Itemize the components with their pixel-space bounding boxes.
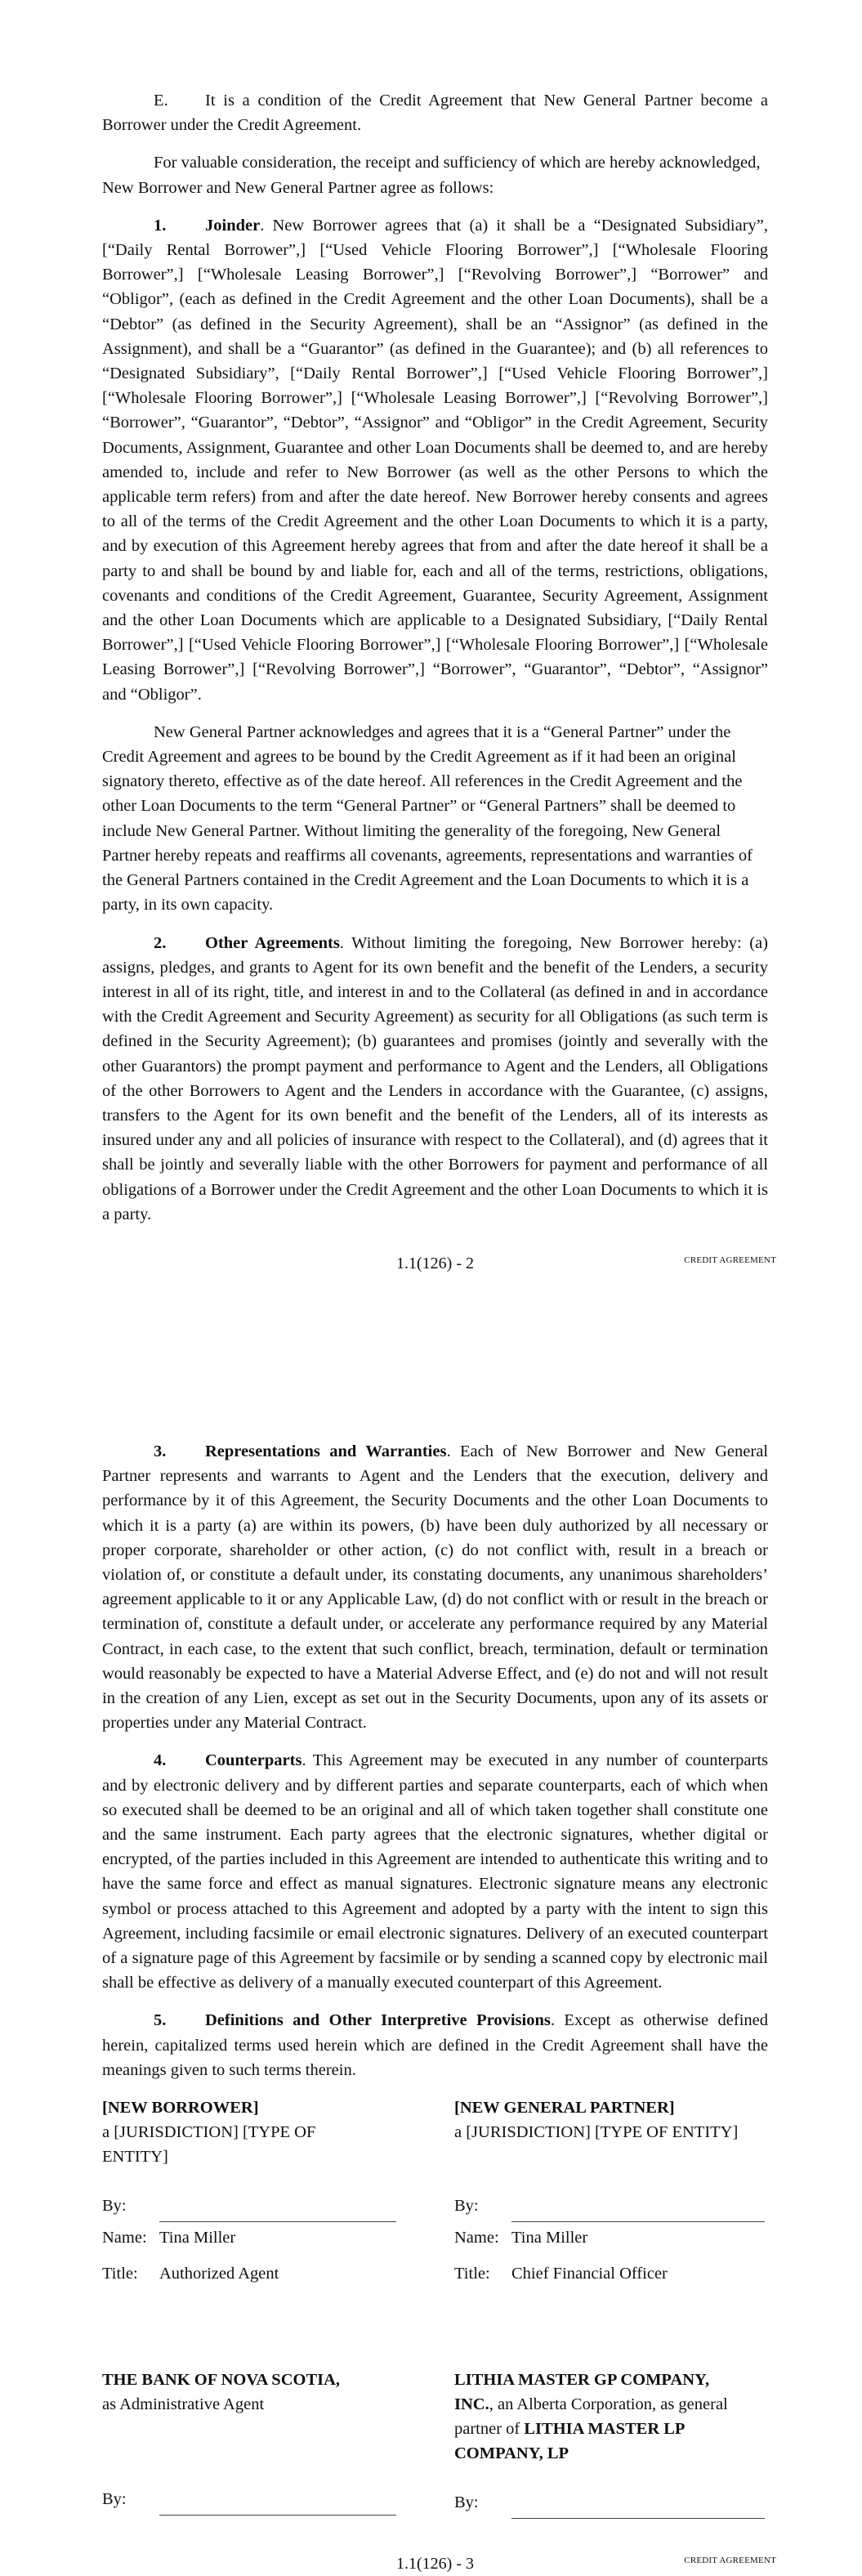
section-heading: Joinder <box>205 216 261 235</box>
section-number: 5. <box>154 2011 167 2030</box>
page-footer <box>102 2551 776 2576</box>
name-label: Name: <box>454 2229 499 2247</box>
signature-line[interactable] <box>159 2515 396 2516</box>
recital-e <box>102 88 768 137</box>
section-number: 1. <box>154 216 167 235</box>
party-name: [NEW GENERAL PARTNER] <box>454 2099 675 2118</box>
recital-text: It is a condition of the Credit Agreement that New General Partner become a Borrower under the Credit Agreement. <box>102 92 768 135</box>
section-heading: Representations and Warranties <box>205 1442 447 1460</box>
party-name: LITHIA MASTER GP COMPANY, INC. <box>454 2371 710 2414</box>
section-counterparts <box>102 1748 768 1995</box>
signer-title: Chief Financial Officer <box>511 2265 668 2283</box>
party-description: , an Alberta Corporation, as general partner of <box>454 2395 728 2439</box>
by-label: By: <box>454 2493 479 2512</box>
signer-name: Tina Miller <box>159 2229 236 2247</box>
spacer <box>102 2286 768 2368</box>
section-heading: Counterparts <box>205 1751 302 1770</box>
page-number: 1.1(126) - 2 <box>396 1254 474 1272</box>
section-text: . This Agreement may be executed in any number of counterparts and by electronic delivery and by different parties and separate counterparts, each of which when so executed shall be deemed to be an original and all of which taken together shall constitute one and the same instrument. Each party agrees that the electronic signatures, whether digital or encrypted, of the parties included in this Agreement are intended to authenticate this writing and to have the same force and effect as manual signatures. Electronic signature means any electronic symbol or process attached to this Agreement and adopted by a party with the intent to sign this Agreement, including facsimile or email electronic signatures. Delivery of an executed counterpart of a signature page of this Agreement by facsimile or by sending a scanned copy by electronic mail shall be effective as delivery of a manually executed counterpart of this Agreement. <box>102 1751 768 1992</box>
party-description: a [JURISDICTION] [TYPE OF ENTITY] <box>102 2123 316 2167</box>
party-name: [NEW BORROWER] <box>102 2099 259 2118</box>
signature-lithia <box>454 2368 768 2519</box>
signature-bank <box>102 2368 454 2519</box>
signature-line[interactable] <box>511 2518 765 2519</box>
footer-tag: CREDIT AGREEMENT <box>684 2556 776 2566</box>
section-number: 3. <box>154 1442 167 1460</box>
section-number: 4. <box>154 1751 167 1770</box>
section-text: . Except as otherwise defined herein, capitalized terms used herein which are defined in the Credit Agreement shall have the meanings given to such terms therein. <box>102 2011 768 2079</box>
section-heading: Definitions and Other Interpretive Provisions <box>205 2011 551 2030</box>
page-1 <box>102 0 776 1276</box>
section-heading: Other Agreements <box>205 933 340 952</box>
title-label: Title: <box>454 2265 490 2283</box>
title-label: Title: <box>102 2265 138 2283</box>
signer-name: Tina Miller <box>511 2229 588 2247</box>
section-definitions <box>102 2008 768 2082</box>
signature-new-general-partner <box>454 2095 768 2286</box>
by-label: By: <box>102 2490 127 2509</box>
party-description: as Administrative Agent <box>102 2395 265 2414</box>
signature-new-borrower <box>102 2095 454 2286</box>
section-text: . Each of New Borrower and New General Partner represents and warrants to Agent and the Lenders that the execution, delivery and performance by it of this Agreement, the Security Documents and the other Loan Documents to which it is a party (a) are within its powers, (b) have been duly authorized by all necessary or proper corporate, shareholder or other action, (c) do not conflict with, result in a breach or violation of, or constitute a default under, its constating documents, any unanimous shareholders’ agreement applicable to it or any Applicable Law, (d) do not conflict with or result in the breach or termination of, constitute a default under, or accelerate any performance required by any Material Contract, in each case, to the extent that such conflict, breach, termination, default or termination would reasonably be expected to have a Material Adverse Effect, and (e) do not and will not result in the creation of any Lien, except as set out in the Security Documents, upon any of its assets or properties under any Material Contract. <box>102 1442 768 1733</box>
section-representations <box>102 1439 768 1735</box>
section-text: . New Borrower agrees that (a) it shall be a “Designated Subsidiary”, [“Daily Rental Borrower”,] [“Used Vehicle Flooring Borrower”,] [“Wholesale Flooring Borrower”,] [“Wholesale Leasing Borrower”,] [“Revolving Borrower”,] “Borrower” and “Obligor”, (each as defined in the Credit Agreement and the other Loan Documents), shall be a “Debtor” (as defined in the Security Agreement), shall be an “Assignor” (as defined in the Assignment), and shall be a “Guarantor” (as defined in the Guarantee); and (b) all references to “Designated Subsidiary”, [“Daily Rental Borrower”,] [“Used Vehicle Flooring Borrower”,] [“Wholesale Flooring Borrower”,] [“Wholesale Leasing Borrower”,] [“Revolving Borrower”,] “Borrower”, “Guarantor”, “Debtor”, “Assignor” and “Obligor” in the Credit Agreement, Security Documents, Assignment, Guarantee and other Loan Documents shall be deemed to, and are hereby amended to, include and refer to New Borrower (as well as the other Persons to which the applicable term refers) from and after the date hereof. New Borrower hereby consents and agrees to all of the terms of the Credit Agreement and the other Loan Documents to which it is a party, and by execution of this Agreement hereby agrees that from and after the date hereof it shall be a party to and shall be bound by and liable for, each and all of the terms, restrictions, obligations, covenants and conditions of the Credit Agreement, Guarantee, Security Agreement, Assignment and the other Loan Documents which are applicable to a Designated Subsidiary, [“Daily Rental Borrower”,] [“Used Vehicle Flooring Borrower”,] [“Wholesale Flooring Borrower”,] [“Wholesale Leasing Borrower”,] [“Revolving Borrower”,] “Borrower”, “Guarantor”, “Debtor”, “Assignor” and “Obligor”. <box>102 216 768 704</box>
page-2 <box>102 1439 776 2576</box>
party-name: THE BANK OF NOVA SCOTIA, <box>102 2371 341 2390</box>
name-label: Name: <box>102 2229 147 2247</box>
footer-tag: CREDIT AGREEMENT <box>684 1254 776 1265</box>
page-footer <box>102 1251 776 1276</box>
signature-line[interactable] <box>511 2221 765 2222</box>
section-other-agreements <box>102 931 768 1227</box>
signature-blocks <box>102 2095 768 2519</box>
party-description: a [JURISDICTION] [TYPE OF ENTITY] <box>454 2123 739 2142</box>
general-partner-text: New General Partner acknowledges and agrees that it is a “General Partner” under the Credit Agreement and agrees to be bound by the Credit Agreement as if it had been an original signatory thereto, effective as of the date hereof. All references in the Credit Agreement and the other Loan Documents to the term “General Partner” or “General Partners” shall be deemed to include New General Partner. Without limiting the generality of the foregoing, New General Partner hereby repeats and reaffirms all covenants, agreements, representations and warranties of the General Partners contained in the Credit Agreement and the Loan Documents to which it is a party, in its own capacity. <box>102 722 753 915</box>
page-number: 1.1(126) - 3 <box>396 2555 474 2574</box>
signature-line[interactable] <box>159 2221 396 2222</box>
by-label: By: <box>454 2197 479 2216</box>
section-number: 2. <box>154 933 167 952</box>
consideration-text: For valuable consideration, the receipt and sufficiency of which are hereby acknowledged, New Borrower and New General Partner agree as follows: <box>102 154 761 197</box>
recital-label: E. <box>154 92 168 110</box>
section-text: . Without limiting the foregoing, New Borrower hereby: (a) assigns, pledges, and grants to Agent for its own benefit and the benefit of the Lenders, a security interest in all of its right, title, and interest in and to the Collateral (as defined in and in accordance with the Credit Agreement and Security Agreement) as security for all Obligations (as such term is defined in the Security Agreement); (b) guarantees and promises (jointly and severally with the other Guarantors) the prompt payment and performance to Agent and the Lenders, all Obligations of the other Borrowers to Agent and the Lenders in accordance with the Guarantee, (c) assigns, transfers to the Agent for its own benefit and the benefit of the Lenders, all of its interests as insured under any and all policies of insurance with respect to the Collateral), and (d) agrees that it shall be jointly and severally liable with the other Borrowers for payment and performance of all obligations of a Borrower under the Credit Agreement and the other Loan Documents to which it is a party. <box>102 933 768 1223</box>
partnership-name: LITHIA MASTER LP COMPANY, LP <box>454 2420 685 2463</box>
signer-title: Authorized Agent <box>159 2265 279 2283</box>
section-joinder <box>102 213 768 707</box>
by-label: By: <box>102 2197 127 2216</box>
